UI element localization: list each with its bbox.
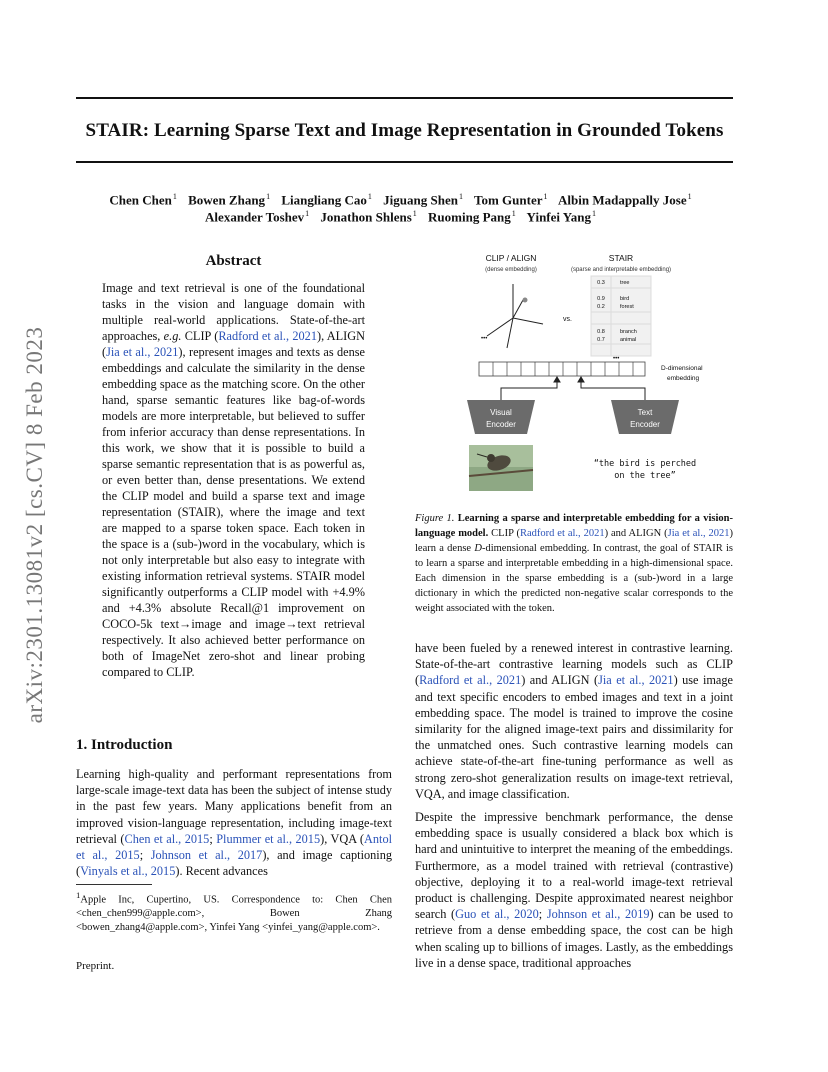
footnote-text: Apple Inc, Cupertino, US. Correspondence to: Chen Chen <chen_chen999@apple.com>, Bowen Zhang <bowen_zhang4@apple.com>, Yinfei Yang <yinfei_yang@apple.com>. [76,894,392,933]
dimension-label: D-dimensional [661,365,703,372]
caption-text: ) and ALIGN ( [604,528,668,539]
sparse-weight: 0.3 [597,280,605,286]
body-text: ), VQA ( [320,831,365,846]
visual-encoder-label: Encoder [486,420,516,429]
body-text: have been fueled by a renewed interest in contrastive learning. State-of-the-art contrastive learning models such as CLIP ( [415,641,733,688]
author-name: Ruoming Pang [428,209,511,225]
text-encoder-label: Encoder [630,420,660,429]
introduction-body [76,766,392,879]
body-text: ) and ALIGN ( [521,673,599,688]
figure-1-caption [415,511,733,616]
body-text: ; [139,848,151,863]
body-text: ; [209,831,217,846]
author-name: Jonathon Shlens [320,209,412,225]
sparse-weight: 0.7 [597,337,605,343]
author-name: Chen Chen [109,192,172,208]
sparse-token: animal [620,337,637,343]
citation-link[interactable]: Radford et al., 2021 [419,673,522,688]
sparse-token: bird [620,296,630,302]
title-rule-top [76,97,733,99]
footnote-rule [76,884,152,885]
citation-link[interactable]: Radford et al., 2021 [519,528,605,539]
author-affiliation: 1 [367,192,372,201]
author-affiliation: 1 [687,192,692,201]
author-affiliation: 1 [458,192,463,201]
sparse-weight: 0.2 [597,304,605,310]
section-heading-introduction: 1. Introduction [76,737,173,753]
arxiv-stamp [20,290,50,760]
caption-text: CLIP ( [488,528,520,539]
visual-encoder-block [467,400,535,434]
sparse-dots: ••• [613,356,620,362]
citation-link[interactable]: Guo et al., 2020 [455,907,539,922]
author-name: Bowen Zhang [188,192,266,208]
versus-label: vs. [563,316,572,323]
author-list-line-2 [76,209,733,225]
sparse-token: branch [620,329,637,335]
clip-subtitle: (dense embedding) [485,267,537,273]
right-column-paragraph-2 [415,809,733,971]
title-rule-bottom [76,161,733,163]
embedding-vector-bar [479,362,645,376]
author-name: Jiguang Shen [383,192,458,208]
encoder-arrows [501,377,645,400]
caption-label: Figure 1. [415,513,455,524]
citation-link[interactable]: Jia et al., 2021 [667,528,730,539]
figure-1-diagram [415,248,733,498]
author-affiliation: 1 [591,209,596,218]
body-text: Learning high-quality and performant representations from large-scale image-text data has been the subject of intense study in the past few years. Many applications benefit from an improved vision-language representation, including image-text retrieval ( [76,767,392,846]
citation-link[interactable]: Radford et al., 2021 [218,329,317,343]
abstract-text: Image and text retrieval is one of the foundational tasks in the vision and language domain with multiple real-world applications. State-of-the-art approaches, [102,281,365,343]
footnote-marker: 1 [76,890,81,900]
page-title: STAIR: Learning Sparse Text and Image Representation in Grounded Tokens [85,120,724,141]
text-encoder-block [611,400,679,434]
body-text: Despite the impressive benchmark performance, the dense embedding space is usually considered a black box which is hard and unintuitive to interpret the meaning of the embeddings. Furthermore, as a model trained with retrieval (contrastive) objective, deploying it to a real-world image-text retrieval product is challenging. Despite approximated nearest neighbor search ( [415,810,733,922]
abstract-text: ), ALIGN ( [102,329,365,359]
sparse-weight: 0.8 [597,329,605,335]
bird-photo [469,445,533,491]
sparse-weight: 0.9 [597,296,605,302]
abstract-text: e.g. [163,329,182,343]
dense-dots: ••• [481,336,488,342]
author-name: Liangliang Cao [281,192,367,208]
body-text: ; [538,907,547,922]
abstract-text: CLIP ( [181,329,219,343]
citation-link[interactable]: Johnson et al., 2019 [546,907,650,922]
caption-text: ) learn a dense [415,528,734,554]
dense-embedding-axes [487,284,543,348]
author-affiliation: 1 [305,209,310,218]
author-affiliation: 1 [543,192,548,201]
author-name: Yinfei Yang [526,209,591,225]
citation-link[interactable]: Plummer et al., 2015 [216,831,321,846]
arxiv-stamp-text: arXiv:2301.13081v2 [cs.CV] 8 Feb 2023 [22,326,47,724]
body-text: ), and image captioning ( [76,848,393,879]
abstract-text: ), represent images and texts as dense embeddings and calculate the similarity in the dense embedding space as the matching score. On the other hand, sparse semantic features like bag-of-words models are more interpretable, but believed to suffer from inferior accuracy than dense representations. In this work, we show that it is possible to build a sparse semantic representation that is as powerful as, or even better than, dense presentations. We extend the CLIP model and build a sparse text and image representation (STAIR), where the image and text are mapped to a sparse token space. Each token in the space is a (sub-)word in the vocabulary, which is not only interpretable but also easy to integrate with existing information retrieval systems. STAIR model significantly outperforms a CLIP model with +4.9% and +4.3% absolute Recall@1 improvement on COCO-5k text→image and image→text retrieval respectively. It also achieved better performance on both of ImageNet zero-shot and linear probing compared to CLIP. [102,345,366,679]
visual-encoder-label: Visual [490,408,512,417]
dense-point-icon [523,298,528,303]
caption-text: -dimensional embedding. In contrast, the goal of STAIR is to learn a sparse and interpretable embedding in a high-dimensional space. Each dimension in the sparse embedding is a (sub-)word in a large dictionary in which the predicted non-negative scalar corresponds to the weight associated with the token. [415,543,733,614]
right-column-paragraph-1 [415,640,733,802]
preprint-note: Preprint. [76,960,115,972]
author-name: Alexander Toshev [205,209,305,225]
caption-text: D [474,543,482,554]
citation-link[interactable]: Johnson et al., 2017 [150,848,263,863]
sparse-token: tree [620,280,630,286]
author-name: Albin Madappally Jose [558,192,687,208]
citation-link[interactable]: Jia et al., 2021 [106,345,179,359]
body-text: ). Recent advances [175,864,268,879]
stair-subtitle: (sparse and interpretable embedding) [570,267,672,273]
abstract-heading: Abstract [205,253,262,269]
author-affiliation: 1 [266,192,271,201]
author-affiliation: 1 [412,209,417,218]
footnote [76,889,392,934]
stair-title: STAIR [608,253,634,263]
citation-link[interactable]: Antol et al., 2015 [76,831,393,863]
body-text: ) use image and text specific encoders to embed images and text in a joint embedding space. The model is trained to improve the cosine similarity for the aligned image-text pairs and dissimilarity for the unmatched ones. Such contrastive learning models can achieve state-of-the-art fine-tuning performance as well as strong zero-shot generalization results on image-text retrieval, VQA, and image classification. [415,673,733,801]
caption-title: Learning a sparse and interpretable embedding for a vision-language model. [415,513,733,539]
caption-quote: on the tree” [614,471,676,481]
author-affiliation: 1 [511,209,516,218]
sparse-embedding-table [591,276,651,356]
citation-link[interactable]: Vinyals et al., 2015 [80,864,176,879]
dimension-label: embedding [667,375,700,382]
clip-title: CLIP / ALIGN [485,253,537,263]
citation-link[interactable]: Chen et al., 2015 [124,831,210,846]
author-affiliation: 1 [172,192,177,201]
text-encoder-label: Text [637,408,653,417]
body-text: ) can be used to retrieve from a dense embedding space, the cost can be high when scaling up to billions of images. Lastly, as the embeddings live in a dense space, traditional approaches [415,907,733,970]
caption-quote: “the bird is perched [593,459,697,469]
sparse-token: forest [620,304,634,310]
author-name: Tom Gunter [473,192,543,208]
author-list-line-1 [76,192,733,208]
abstract-body [102,280,365,680]
citation-link[interactable]: Jia et al., 2021 [598,673,674,688]
